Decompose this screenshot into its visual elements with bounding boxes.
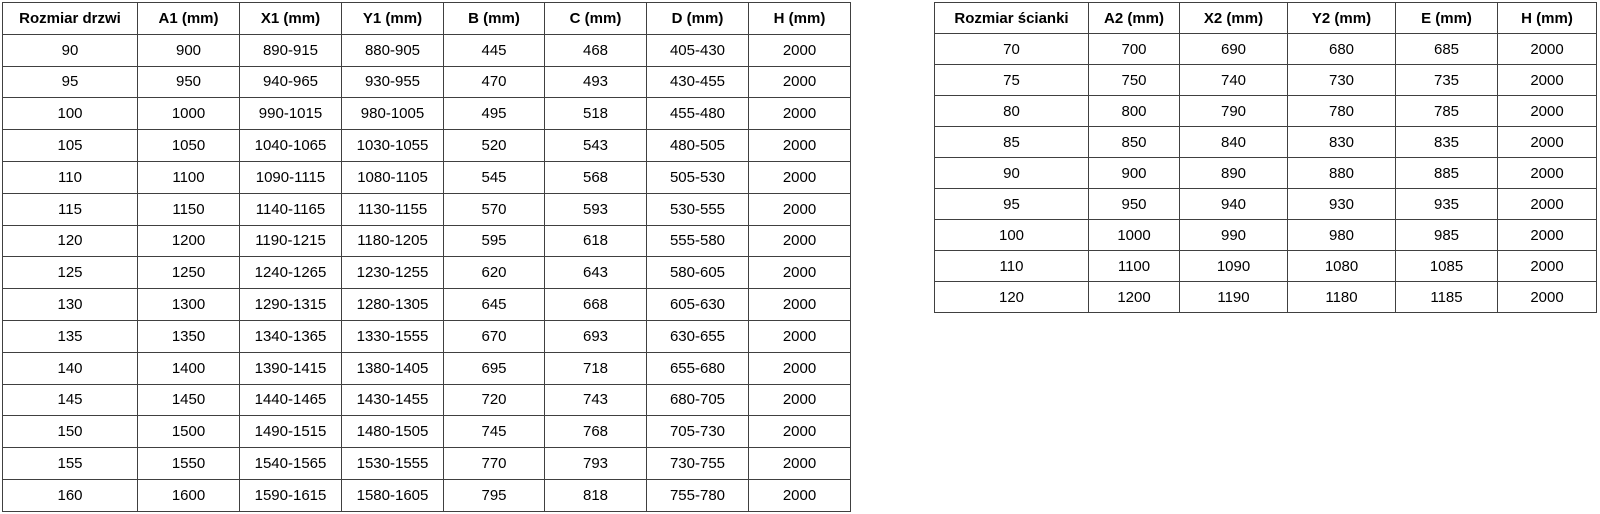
table-cell: 1590-1615 (240, 479, 342, 511)
table-row (3, 98, 851, 130)
table-cell: 670 (444, 320, 545, 352)
header-row (935, 3, 1597, 34)
table-cell: 1250 (138, 257, 240, 289)
table-cell: 1230-1255 (342, 257, 444, 289)
table-cell: 985 (1396, 220, 1498, 251)
table-cell: 850 (1089, 127, 1180, 158)
table-cell: 680-705 (647, 384, 749, 416)
table-cell: 795 (444, 479, 545, 511)
table-cell: 900 (138, 34, 240, 66)
table-cell: 2000 (1498, 220, 1597, 251)
table-cell: 470 (444, 66, 545, 98)
table-cell: 80 (935, 96, 1089, 127)
table-cell: 570 (444, 193, 545, 225)
table-cell: 568 (545, 161, 647, 193)
table-cell: 95 (3, 66, 138, 98)
table-cell: 480-505 (647, 130, 749, 162)
table-cell: 1500 (138, 416, 240, 448)
column-header: A2 (mm) (1089, 3, 1180, 34)
column-header: H (mm) (1498, 3, 1597, 34)
table-row (3, 384, 851, 416)
table-cell: 1190-1215 (240, 225, 342, 257)
table-cell: 950 (1089, 189, 1180, 220)
table-row (3, 161, 851, 193)
wall-sizes-table-body (935, 34, 1597, 313)
table-cell: 1030-1055 (342, 130, 444, 162)
column-header: Rozmiar ścianki (935, 3, 1089, 34)
table-cell: 1185 (1396, 282, 1498, 313)
table-cell: 85 (935, 127, 1089, 158)
table-cell: 105 (3, 130, 138, 162)
table-cell: 2000 (1498, 96, 1597, 127)
table-cell: 593 (545, 193, 647, 225)
table-cell: 545 (444, 161, 545, 193)
column-header: E (mm) (1396, 3, 1498, 34)
table-row (935, 220, 1597, 251)
table-cell: 890-915 (240, 34, 342, 66)
table-row (3, 448, 851, 480)
table-row (935, 65, 1597, 96)
table-cell: 100 (935, 220, 1089, 251)
table-cell: 120 (935, 282, 1089, 313)
table-cell: 1290-1315 (240, 289, 342, 321)
table-cell: 2000 (1498, 65, 1597, 96)
table-cell: 645 (444, 289, 545, 321)
header-row (3, 3, 851, 35)
table-cell: 1085 (1396, 251, 1498, 282)
column-header: Y2 (mm) (1288, 3, 1396, 34)
table-cell: 120 (3, 225, 138, 257)
table-cell: 1240-1265 (240, 257, 342, 289)
table-cell: 643 (545, 257, 647, 289)
table-cell: 1140-1165 (240, 193, 342, 225)
table-cell: 685 (1396, 34, 1498, 65)
table-row (935, 189, 1597, 220)
table-cell: 770 (444, 448, 545, 480)
table-cell: 785 (1396, 96, 1498, 127)
table-cell: 518 (545, 98, 647, 130)
table-cell: 1280-1305 (342, 289, 444, 321)
table-cell: 655-680 (647, 352, 749, 384)
table-cell: 745 (444, 416, 545, 448)
table-cell: 980-1005 (342, 98, 444, 130)
table-cell: 1190 (1180, 282, 1288, 313)
table-cell: 2000 (749, 98, 851, 130)
table-cell: 935 (1396, 189, 1498, 220)
table-cell: 693 (545, 320, 647, 352)
table-cell: 145 (3, 384, 138, 416)
table-row (3, 479, 851, 511)
table-cell: 890 (1180, 158, 1288, 189)
table-cell: 520 (444, 130, 545, 162)
table-cell: 405-430 (647, 34, 749, 66)
table-cell: 2000 (1498, 251, 1597, 282)
table-cell: 2000 (749, 193, 851, 225)
table-cell: 135 (3, 320, 138, 352)
table-cell: 555-580 (647, 225, 749, 257)
table-cell: 2000 (749, 384, 851, 416)
table-cell: 2000 (1498, 158, 1597, 189)
table-cell: 1180-1205 (342, 225, 444, 257)
table-cell: 130 (3, 289, 138, 321)
table-cell: 2000 (749, 479, 851, 511)
table-cell: 980 (1288, 220, 1396, 251)
table-row (935, 34, 1597, 65)
table-cell: 70 (935, 34, 1089, 65)
table-cell: 735 (1396, 65, 1498, 96)
table-cell: 900 (1089, 158, 1180, 189)
table-cell: 1440-1465 (240, 384, 342, 416)
table-cell: 160 (3, 479, 138, 511)
column-header: Rozmiar drzwi (3, 3, 138, 35)
table-row (3, 34, 851, 66)
table-cell: 1100 (138, 161, 240, 193)
table-row (935, 158, 1597, 189)
table-cell: 1080 (1288, 251, 1396, 282)
table-cell: 930-955 (342, 66, 444, 98)
table-cell: 740 (1180, 65, 1288, 96)
table-cell: 115 (3, 193, 138, 225)
table-row (935, 127, 1597, 158)
table-cell: 950 (138, 66, 240, 98)
table-cell: 1330-1555 (342, 320, 444, 352)
table-cell: 880-905 (342, 34, 444, 66)
table-cell: 1200 (1089, 282, 1180, 313)
table-cell: 755-780 (647, 479, 749, 511)
table-cell: 930 (1288, 189, 1396, 220)
table-cell: 505-530 (647, 161, 749, 193)
table-cell: 1000 (1089, 220, 1180, 251)
table-cell: 2000 (749, 34, 851, 66)
table-cell: 2000 (749, 161, 851, 193)
table-cell: 2000 (1498, 189, 1597, 220)
table-cell: 680 (1288, 34, 1396, 65)
table-cell: 620 (444, 257, 545, 289)
table-row (3, 352, 851, 384)
table-cell: 445 (444, 34, 545, 66)
table-row (935, 96, 1597, 127)
table-cell: 2000 (749, 130, 851, 162)
table-cell: 580-605 (647, 257, 749, 289)
table-cell: 2000 (1498, 282, 1597, 313)
table-cell: 630-655 (647, 320, 749, 352)
table-cell: 1080-1105 (342, 161, 444, 193)
table-cell: 780 (1288, 96, 1396, 127)
wall-sizes-table (934, 2, 1597, 313)
table-cell: 990 (1180, 220, 1288, 251)
column-header: Y1 (mm) (342, 3, 444, 35)
table-cell: 2000 (749, 225, 851, 257)
table-cell: 1400 (138, 352, 240, 384)
table-cell: 1390-1415 (240, 352, 342, 384)
table-cell: 125 (3, 257, 138, 289)
column-header: H (mm) (749, 3, 851, 35)
table-cell: 140 (3, 352, 138, 384)
table-cell: 695 (444, 352, 545, 384)
table-cell: 885 (1396, 158, 1498, 189)
table-cell: 1090 (1180, 251, 1288, 282)
table-cell: 1180 (1288, 282, 1396, 313)
table-cell: 493 (545, 66, 647, 98)
table-cell: 1550 (138, 448, 240, 480)
table-cell: 743 (545, 384, 647, 416)
table-cell: 2000 (749, 257, 851, 289)
table-cell: 1450 (138, 384, 240, 416)
table-cell: 2000 (1498, 34, 1597, 65)
table-cell: 110 (3, 161, 138, 193)
table-cell: 495 (444, 98, 545, 130)
table-cell: 790 (1180, 96, 1288, 127)
table-row (3, 320, 851, 352)
table-cell: 830 (1288, 127, 1396, 158)
table-row (935, 282, 1597, 313)
table-cell: 430-455 (647, 66, 749, 98)
table-cell: 2000 (749, 416, 851, 448)
table-cell: 1480-1505 (342, 416, 444, 448)
table-cell: 2000 (749, 320, 851, 352)
table-cell: 2000 (749, 448, 851, 480)
table-cell: 90 (3, 34, 138, 66)
table-cell: 690 (1180, 34, 1288, 65)
table-cell: 1000 (138, 98, 240, 130)
table-cell: 1100 (1089, 251, 1180, 282)
table-row (935, 251, 1597, 282)
table-cell: 700 (1089, 34, 1180, 65)
table-cell: 75 (935, 65, 1089, 96)
column-header: X1 (mm) (240, 3, 342, 35)
table-cell: 730 (1288, 65, 1396, 96)
table-cell: 2000 (749, 66, 851, 98)
table-cell: 95 (935, 189, 1089, 220)
table-cell: 705-730 (647, 416, 749, 448)
table-cell: 730-755 (647, 448, 749, 480)
table-cell: 940 (1180, 189, 1288, 220)
table-cell: 2000 (1498, 127, 1597, 158)
table-cell: 1040-1065 (240, 130, 342, 162)
table-row (3, 257, 851, 289)
column-header: B (mm) (444, 3, 545, 35)
door-sizes-table-header (3, 3, 851, 35)
table-cell: 1130-1155 (342, 193, 444, 225)
table-cell: 605-630 (647, 289, 749, 321)
table-cell: 940-965 (240, 66, 342, 98)
table-cell: 155 (3, 448, 138, 480)
table-cell: 750 (1089, 65, 1180, 96)
column-header: X2 (mm) (1180, 3, 1288, 34)
table-row (3, 416, 851, 448)
table-row (3, 225, 851, 257)
door-sizes-table (2, 2, 851, 512)
table-row (3, 66, 851, 98)
table-cell: 110 (935, 251, 1089, 282)
table-cell: 1150 (138, 193, 240, 225)
table-cell: 835 (1396, 127, 1498, 158)
table-cell: 1540-1565 (240, 448, 342, 480)
table-cell: 1090-1115 (240, 161, 342, 193)
table-row (3, 289, 851, 321)
table-row (3, 130, 851, 162)
table-cell: 618 (545, 225, 647, 257)
table-cell: 530-555 (647, 193, 749, 225)
table-cell: 1380-1405 (342, 352, 444, 384)
table-cell: 880 (1288, 158, 1396, 189)
table-cell: 2000 (749, 289, 851, 321)
table-cell: 1430-1455 (342, 384, 444, 416)
column-header: C (mm) (545, 3, 647, 35)
table-cell: 768 (545, 416, 647, 448)
table-cell: 150 (3, 416, 138, 448)
table-cell: 793 (545, 448, 647, 480)
table-cell: 668 (545, 289, 647, 321)
column-header: A1 (mm) (138, 3, 240, 35)
door-sizes-table-body (3, 34, 851, 511)
table-cell: 2000 (749, 352, 851, 384)
table-cell: 90 (935, 158, 1089, 189)
table-cell: 455-480 (647, 98, 749, 130)
table-cell: 1350 (138, 320, 240, 352)
table-cell: 468 (545, 34, 647, 66)
table-cell: 1600 (138, 479, 240, 511)
table-cell: 1050 (138, 130, 240, 162)
wall-sizes-table-header (935, 3, 1597, 34)
table-cell: 1580-1605 (342, 479, 444, 511)
table-cell: 718 (545, 352, 647, 384)
table-cell: 100 (3, 98, 138, 130)
table-cell: 840 (1180, 127, 1288, 158)
table-cell: 720 (444, 384, 545, 416)
table-cell: 1340-1365 (240, 320, 342, 352)
table-cell: 1530-1555 (342, 448, 444, 480)
table-row (3, 193, 851, 225)
table-cell: 1200 (138, 225, 240, 257)
table-cell: 1490-1515 (240, 416, 342, 448)
table-cell: 543 (545, 130, 647, 162)
column-header: D (mm) (647, 3, 749, 35)
table-cell: 595 (444, 225, 545, 257)
table-cell: 990-1015 (240, 98, 342, 130)
table-cell: 800 (1089, 96, 1180, 127)
table-cell: 818 (545, 479, 647, 511)
table-cell: 1300 (138, 289, 240, 321)
